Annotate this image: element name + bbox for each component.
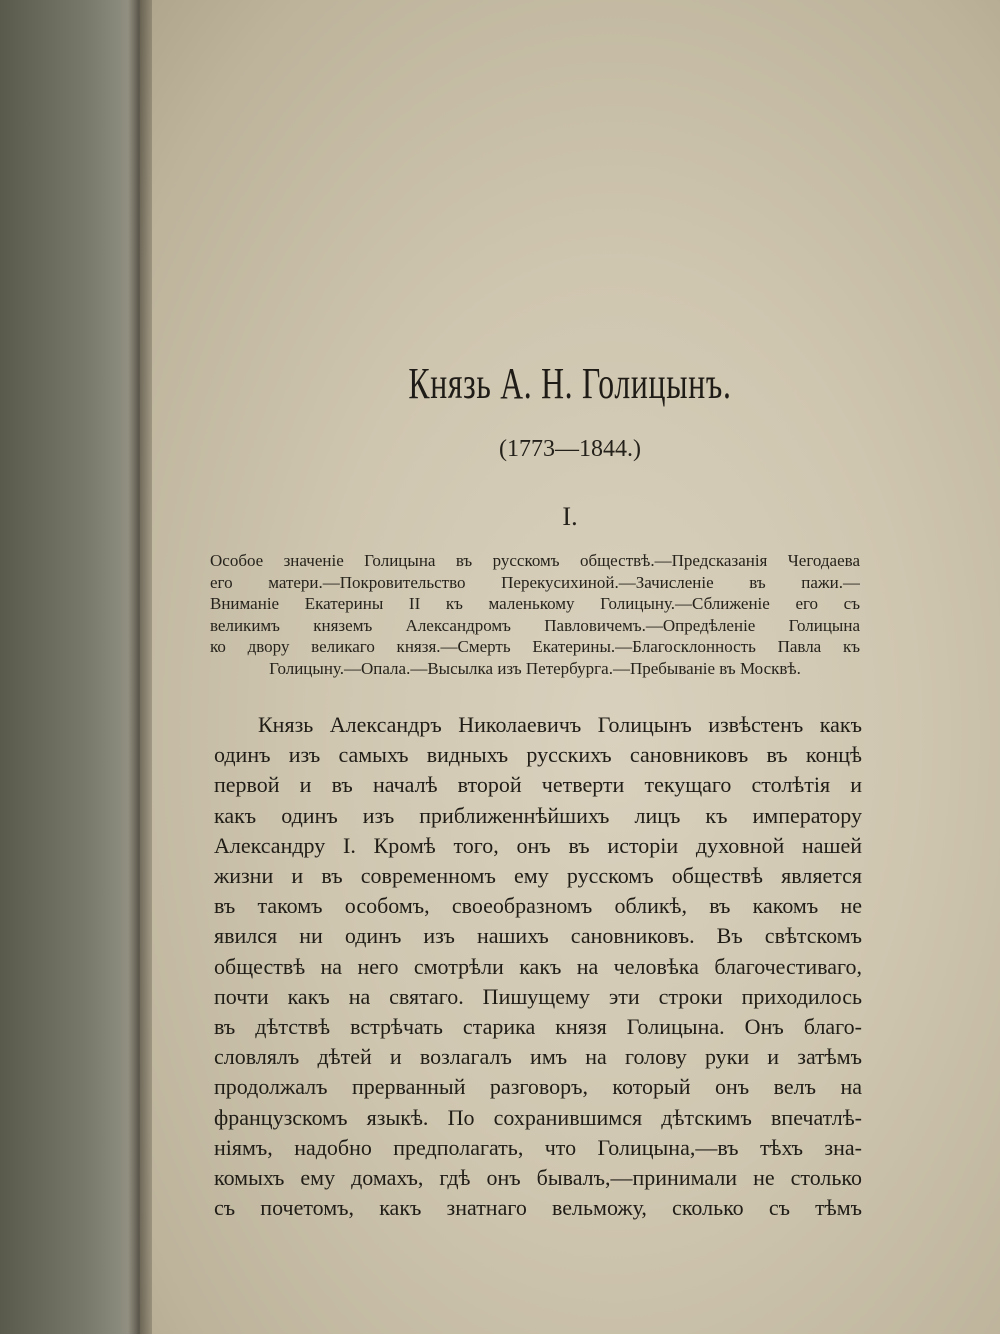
text-line: французскомъ языкѣ. По сохранившимся дѣтскимъ впечатлѣ- xyxy=(214,1104,862,1130)
text-line: ніямъ, надобно предполагать, что Голицына,—въ тѣхъ зна- xyxy=(214,1134,862,1160)
text-line: продолжалъ прерванный разговоръ, который онъ велъ на xyxy=(214,1074,862,1100)
summary-line: Голицыну.—Опала.—Высылка изъ Петербурга.—Пребываніе въ Москвѣ. xyxy=(269,658,801,678)
text-line: съ почетомъ, какъ знатнаго вельможу, сколько съ тѣмъ xyxy=(214,1195,862,1221)
summary-line: Особое значеніе Голицына въ русскомъ обществѣ.—Предсказанія Чегодаева xyxy=(210,551,860,570)
text-line: первой и въ началѣ второй четверти текущаго столѣтія и xyxy=(214,772,862,798)
text-line: въ дѣтствѣ встрѣчать старика князя Голицына. Онъ благо- xyxy=(214,1014,862,1040)
chapter-number: I. xyxy=(562,502,578,531)
binding-gutter xyxy=(128,0,152,1334)
text-line: Князь Александръ Николаевичъ Голицынъ извѣстенъ какъ xyxy=(258,712,862,737)
life-years: (1773—1844.) xyxy=(499,436,641,462)
text-line: обществѣ на него смотрѣли какъ на человѣка благочестиваго, xyxy=(214,953,862,979)
text-line: почти какъ на святаго. Пишущему эти строки приходилось xyxy=(214,983,862,1009)
text-line: въ такомъ особомъ, своеобразномъ обликѣ, въ какомъ не xyxy=(214,893,862,919)
text-line: словлялъ дѣтей и возлагалъ имъ на голову руки и затѣмъ xyxy=(214,1044,862,1070)
body-paragraph xyxy=(214,710,862,1223)
left-page-edge xyxy=(0,0,140,1334)
summary-line: ко двору великаго князя.—Смерть Екатерины.—Благосклонность Павла къ xyxy=(210,637,860,656)
text-line: Александру I. Кромѣ того, онъ въ исторіи духовной нашей xyxy=(214,832,862,858)
chapter-summary xyxy=(210,550,860,679)
text-line: какъ одинъ изъ приближеннѣйшихъ лицъ къ императору xyxy=(214,802,862,828)
text-line: жизни и въ современномъ ему русскомъ обществѣ является xyxy=(214,863,862,889)
text-line: комыхъ ему домахъ, гдѣ онъ бывалъ,—принимали не столько xyxy=(214,1165,862,1191)
summary-line: его матери.—Покровительство Перекусихиной.—Зачисленіе въ пажи.— xyxy=(210,572,860,592)
text-line: одинъ изъ самыхъ видныхъ русскихъ сановниковъ въ концѣ xyxy=(214,742,862,768)
chapter-heading-title: Князь А. Н. Голицынъ. xyxy=(408,359,732,408)
summary-line: Вниманіе Екатерины II къ маленькому Голицыну.—Сближеніе его съ xyxy=(210,594,860,613)
summary-line: великимъ княземъ Александромъ Павловичемъ.—Опредѣленіе Голицына xyxy=(210,615,860,635)
text-line: явился ни одинъ изъ нашихъ сановниковъ. Въ свѣтскомъ xyxy=(214,923,862,949)
